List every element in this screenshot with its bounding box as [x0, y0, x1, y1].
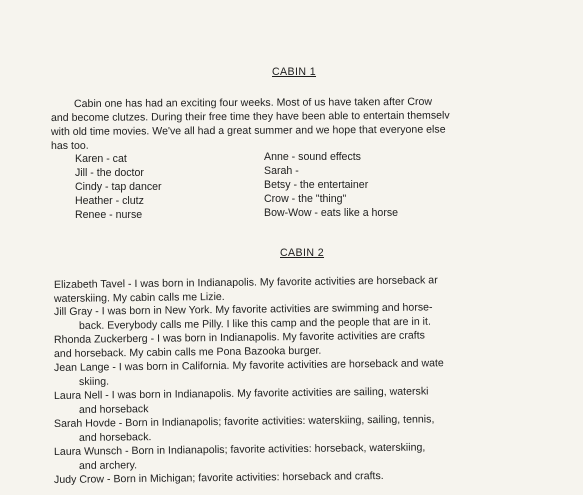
cabin2-line: and horseback. My cabin calls me Pona Bazooka burger.: [53, 344, 322, 360]
cabin1-intro-line: with old time movies. We've all had a great summer and we hope that everyone else: [50, 123, 446, 138]
cabin2-line: back. Everybody calls me Pilly. I like this camp and the people that are in it.: [78, 315, 431, 332]
cabin2-line: Jean Lange - I was born in California. My favorite activities are horseback and wate: [53, 357, 444, 374]
cabin2-line: Sarah Hovde - Born in Indianapolis; favorite activities: waterskiing, sailing, tennis,: [53, 413, 435, 430]
cabin1-camper: Jill - the doctor: [75, 167, 144, 179]
cabin1-camper: Betsy - the entertainer: [264, 179, 369, 191]
cabin2-line: Laura Nell - I was born in Indianapolis. My favorite activities are sailing, waterski: [53, 385, 429, 402]
cabin2-line: Rhonda Zuckerberg - I was born in Indianapolis. My favorite activities are crafts: [53, 329, 425, 346]
cabin1-camper: Karen - cat: [75, 153, 127, 165]
cabin1-intro-line: Cabin one has had an exciting four weeks. Most of us have taken after Crow: [73, 95, 433, 110]
cabin2-line: Elizabeth Tavel - I was born in Indianapolis. My favorite activities are horseback ar: [53, 274, 438, 291]
cabin1-camper: Cindy - tap dancer: [75, 181, 162, 193]
cabin1-intro-line: and become clutzes. During their free time they have been able to entertain themselv: [50, 109, 450, 124]
cabin2-line: Jill Gray - I was born in New York. My favorite activities are swimming and horse-: [53, 301, 433, 318]
cabin2-line: Judy Crow - Born in Michigan; favorite activities: horseback and crafts.: [53, 469, 384, 486]
cabin1-camper: Bow-Wow - eats like a horse: [264, 207, 399, 219]
cabin1-camper: Heather - clutz: [75, 195, 144, 207]
cabin2-line: skiing.: [78, 375, 110, 388]
cabin2-line: Laura Wunsch - Born in Indianapolis; favorite activities: horseback, waterskiing,: [53, 441, 426, 458]
cabin1-camper: Sarah -: [264, 165, 299, 177]
cabin1-camper: Crow - the "thing": [264, 193, 347, 205]
cabin2-line: waterskiing. My cabin calls me Lizie.: [53, 290, 225, 305]
cabin1-heading: CABIN 1: [272, 66, 317, 78]
cabin1-camper: Renee - nurse: [75, 209, 143, 221]
cabin1-intro-line: has too.: [50, 139, 89, 152]
cabin2-heading: CABIN 2: [280, 247, 325, 259]
cabin2-line: and horseback: [78, 403, 149, 416]
cabin2-line: and archery.: [78, 459, 138, 472]
cabin1-camper: Anne - sound effects: [264, 151, 361, 163]
cabin2-line: and horseback.: [78, 431, 152, 444]
